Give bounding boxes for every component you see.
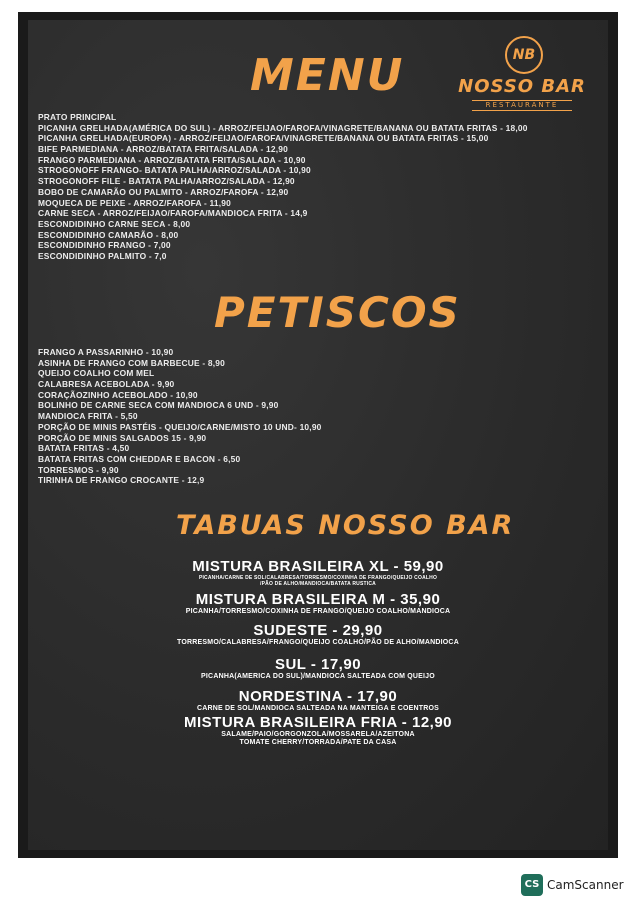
petisco-item: FRANGO A PASSARINHO - 10,90 (38, 347, 174, 357)
main-dish-item: STROGONOFF FRANGO- BATATA PALHA/ARROZ/SALADA - 10,90 (38, 165, 311, 176)
main-dish-item: PICANHA GRELHADA(EUROPA) - ARROZ/FEIJAO/FAROFA/VINAGRETE/BANANA OU BATATA FRITAS - 15,00 (38, 133, 489, 144)
petisco-item: PORÇÃO DE MINIS SALGADOS 15 - 9,90 (38, 432, 207, 443)
tabua-desc: PICANHA(AMERICA DO SUL)/MANDIOCA SALTEADA COM QUEIJO (201, 673, 435, 680)
main-dish-heading: PRATO PRINCIPAL (38, 112, 117, 122)
camscanner-label: CamScanner (547, 878, 624, 892)
petiscos-title: PETISCOS (214, 288, 461, 337)
main-dish-item: STROGONOFF FILE - BATATA PALHA/ARROZ/SALADA - 12,90 (38, 176, 295, 187)
logo (458, 36, 608, 116)
tabua-item (28, 623, 608, 647)
logo-name: NOSSO BAR (458, 76, 586, 97)
petisco-item: CORAÇÃOZINHO ACEBOLADO - 10,90 (38, 389, 198, 400)
tabua-item (28, 689, 608, 713)
main-dish-item: MOQUECA DE PEIXE - ARROZ/FAROFA - 11,90 (38, 197, 232, 208)
tabua-desc: /PÃO DE ALHO/MANDIOCA/BATATA RUSTICA (260, 581, 376, 587)
tabua-desc: PICANHA/TORRESMO/COXINHA DE FRANGO/QUEIJO COALHO/MANDIOCA (185, 608, 451, 615)
petisco-item: BOLINHO DE CARNE SECA COM MANDIOCA 6 UND - 9,90 (38, 400, 279, 411)
tabua-name: SUL - 17,90 (274, 656, 362, 673)
petisco-item: PORÇÃO DE MINIS PASTÉIS - QUEIJO/CARNE/MISTO 10 UND- 10,90 (38, 421, 322, 432)
tabua-desc: PICANHA/CARNE DE SOL/CALABRESA/TORRESMO/COXINHA DE FRANGO/QUEIJO COALHO (198, 575, 438, 581)
main-dish-item: BIFE PARMEDIANA - ARROZ/BATATA FRITA/SALADA - 12,90 (38, 144, 288, 155)
tabua-item (28, 715, 608, 747)
main-dish-item: FRANGO PARMEDIANA - ARROZ/BATATA FRITA/SALADA - 10,90 (38, 154, 306, 165)
main-dish-item: ESCONDIDINHO PALMITO - 7,0 (38, 250, 167, 261)
chalkboard (28, 20, 608, 850)
petisco-item: BATATA FRITAS COM CHEDDAR E BACON - 6,50 (38, 453, 241, 464)
main-dish-item: BOBO DE CAMARÃO OU PALMITO - ARROZ/FAROFA - 12,90 (38, 186, 289, 197)
main-dish-list (38, 112, 528, 262)
main-dish-item: PICANHA GRELHADA(AMÉRICA DO SUL) - ARROZ/FEIJAO/FAROFA/VINAGRETE/BANANA OU BATATA FRITAS - 18,00 (38, 122, 528, 133)
main-dish-item: CARNE SECA - ARROZ/FEIJAO/FAROFA/MANDIOCA FRITA - 14,9 (38, 208, 308, 219)
petisco-item: BATATA FRITAS - 4,50 (38, 443, 130, 454)
tabua-name: MISTURA BRASILEIRA FRIA - 12,90 (183, 714, 453, 731)
main-dish-item: ESCONDIDINHO CAMARÃO - 8,00 (38, 229, 179, 240)
tabua-item (28, 592, 608, 616)
tabua-name: NORDESTINA - 17,90 (238, 688, 398, 705)
tabua-desc: SALAME/PAIO/GORGONZOLA/MOSSARELA/AZEITONA (221, 731, 415, 738)
tabua-name: SUDESTE - 29,90 (253, 622, 383, 639)
logo-badge: NB (505, 36, 543, 74)
tabua-name: MISTURA BRASILEIRA M - 35,90 (195, 591, 441, 608)
tabua-desc: TOMATE CHERRY/TORRADA/PATE DA CASA (239, 739, 397, 746)
petisco-item: MANDIOCA FRITA - 5,50 (38, 411, 138, 422)
petisco-item: ASINHA DE FRANGO COM BARBECUE - 8,90 (38, 357, 225, 368)
camscanner-icon: CS (521, 874, 543, 896)
tabuas-title: TABUAS NOSSO BAR (176, 510, 515, 541)
tabua-desc: TORRESMO/CALABRESA/FRANGO/QUEIJO COALHO/PÃO DE ALHO/MANDIOCA (177, 639, 459, 646)
petisco-item: TORRESMOS - 9,90 (38, 464, 119, 475)
main-dish-item: ESCONDIDINHO CARNE SECA - 8,00 (38, 218, 191, 229)
tabua-desc: CARNE DE SOL/MANDIOCA SALTEADA NA MANTEIGA E COENTROS (197, 705, 439, 712)
tabua-name: MISTURA BRASILEIRA XL - 59,90 (192, 558, 444, 575)
main-dish-item: ESCONDIDINHO FRANGO - 7,00 (38, 240, 171, 251)
logo-subtitle: RESTAURANTE (472, 100, 572, 111)
petisco-item: CALABRESA ACEBOLADA - 9,90 (38, 379, 175, 390)
petisco-item: TIRINHA DE FRANGO CROCANTE - 12,9 (38, 475, 205, 486)
petisco-item: QUEIJO COALHO COM MEL (38, 368, 155, 379)
menu-title: MENU (250, 50, 405, 101)
tabua-item (28, 657, 608, 681)
petiscos-list (38, 347, 322, 486)
camscanner-watermark (521, 874, 624, 898)
tabua-item (28, 559, 608, 587)
